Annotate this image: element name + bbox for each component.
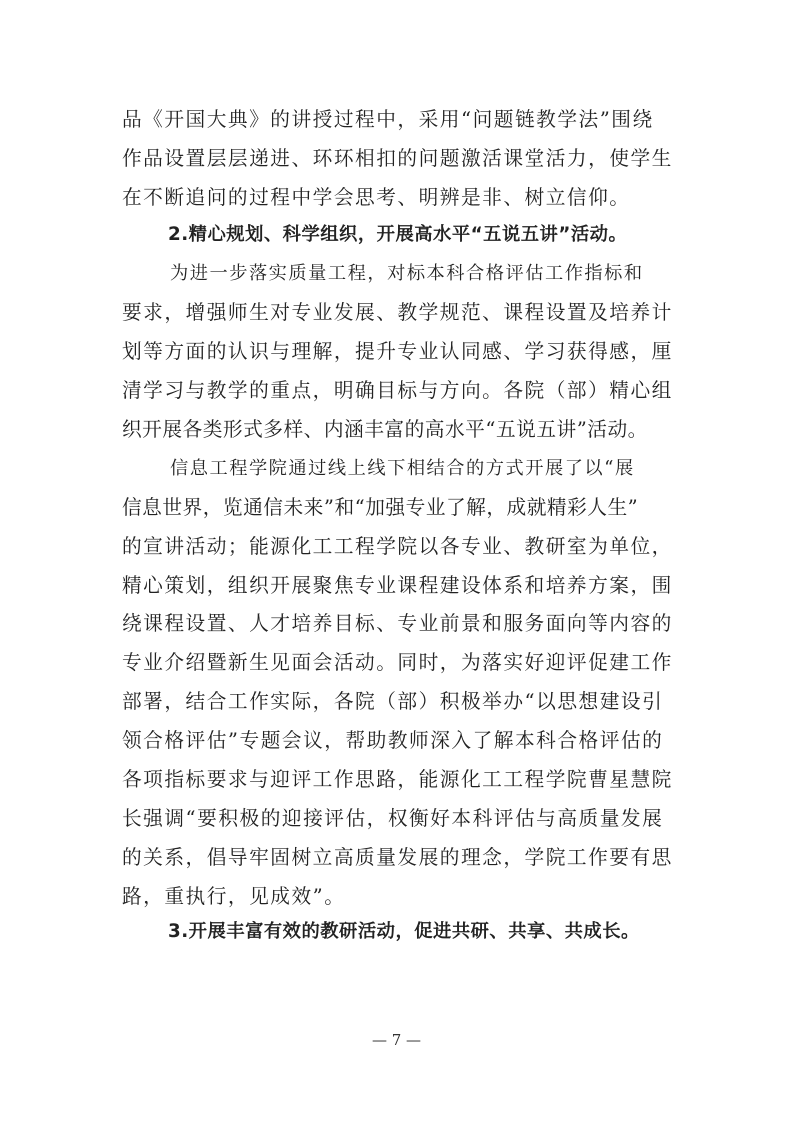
paragraph-line: 长强调“要积极的迎接评估，权衡好本科评估与高质量发展 [122, 807, 664, 830]
page-number: — 7 — [371, 1031, 422, 1049]
paragraph-line: 部署，结合工作实际，各院（部）积极举办“以思想建设引 [122, 690, 664, 713]
paragraph-line: 路，重执行，见成效”。 [122, 885, 346, 908]
paragraph-line: 的宣讲活动；能源化工工程学院以各专业、教研室为单位， [122, 535, 673, 558]
paragraph-line: 信息世界，览通信未来”和“加强专业了解，成就精彩人生” [122, 496, 639, 519]
paragraph-line: 划等方面的认识与理解，提升专业认同感、学习获得感，厘 [122, 340, 673, 363]
paragraph-line: 信息工程学院通过线上线下相结合的方式开展了以“展 [170, 458, 635, 479]
paragraph-line: 织开展各类形式多样、内涵丰富的高水平“五说五讲”活动。 [122, 418, 648, 441]
paragraph-line: 的关系，倡导牢固树立高质量发展的理念，学院工作要有思 [122, 846, 673, 869]
paragraph-line: 绕课程设置、人才培养目标、专业前景和服务面向等内容的 [122, 612, 673, 635]
paragraph-line: 作品设置层层递进、环环相扣的问题激活课堂活力，使学生 [122, 147, 673, 170]
paragraph-line: 要求，增强师生对专业发展、教学规范、课程设置及培养计 [122, 301, 673, 324]
paragraph-line: 在不断追问的过程中学会思考、明辨是非、树立信仰。 [122, 186, 631, 209]
paragraph-line: 专业介绍暨新生见面会活动。同时，为落实好迎评促建工作 [122, 651, 673, 674]
section-heading-3: 3.开展丰富有效的教研活动，促进共研、共享、共成长。 [168, 921, 640, 942]
section-heading-2: 2.精心规划、科学组织，开展高水平“五说五讲”活动。 [168, 224, 628, 245]
paragraph-line: 领合格评估”专题会议，帮助教师深入了解本科合格评估的 [122, 729, 664, 752]
paragraph-line: 各项指标要求与迎评工作思路，能源化工工程学院曹星慧院 [122, 768, 673, 791]
paragraph-line: 清学习与教学的重点，明确目标与方向。各院（部）精心组 [122, 379, 673, 402]
paragraph-line: 为进一步落实质量工程，对标本科合格评估工作指标和 [170, 263, 644, 284]
paragraph-line: 精心策划，组织开展聚焦专业课程建设体系和培养方案，围 [122, 574, 673, 597]
paragraph-line: 品《开国大典》的讲授过程中，采用“问题链教学法”围绕 [122, 108, 654, 131]
